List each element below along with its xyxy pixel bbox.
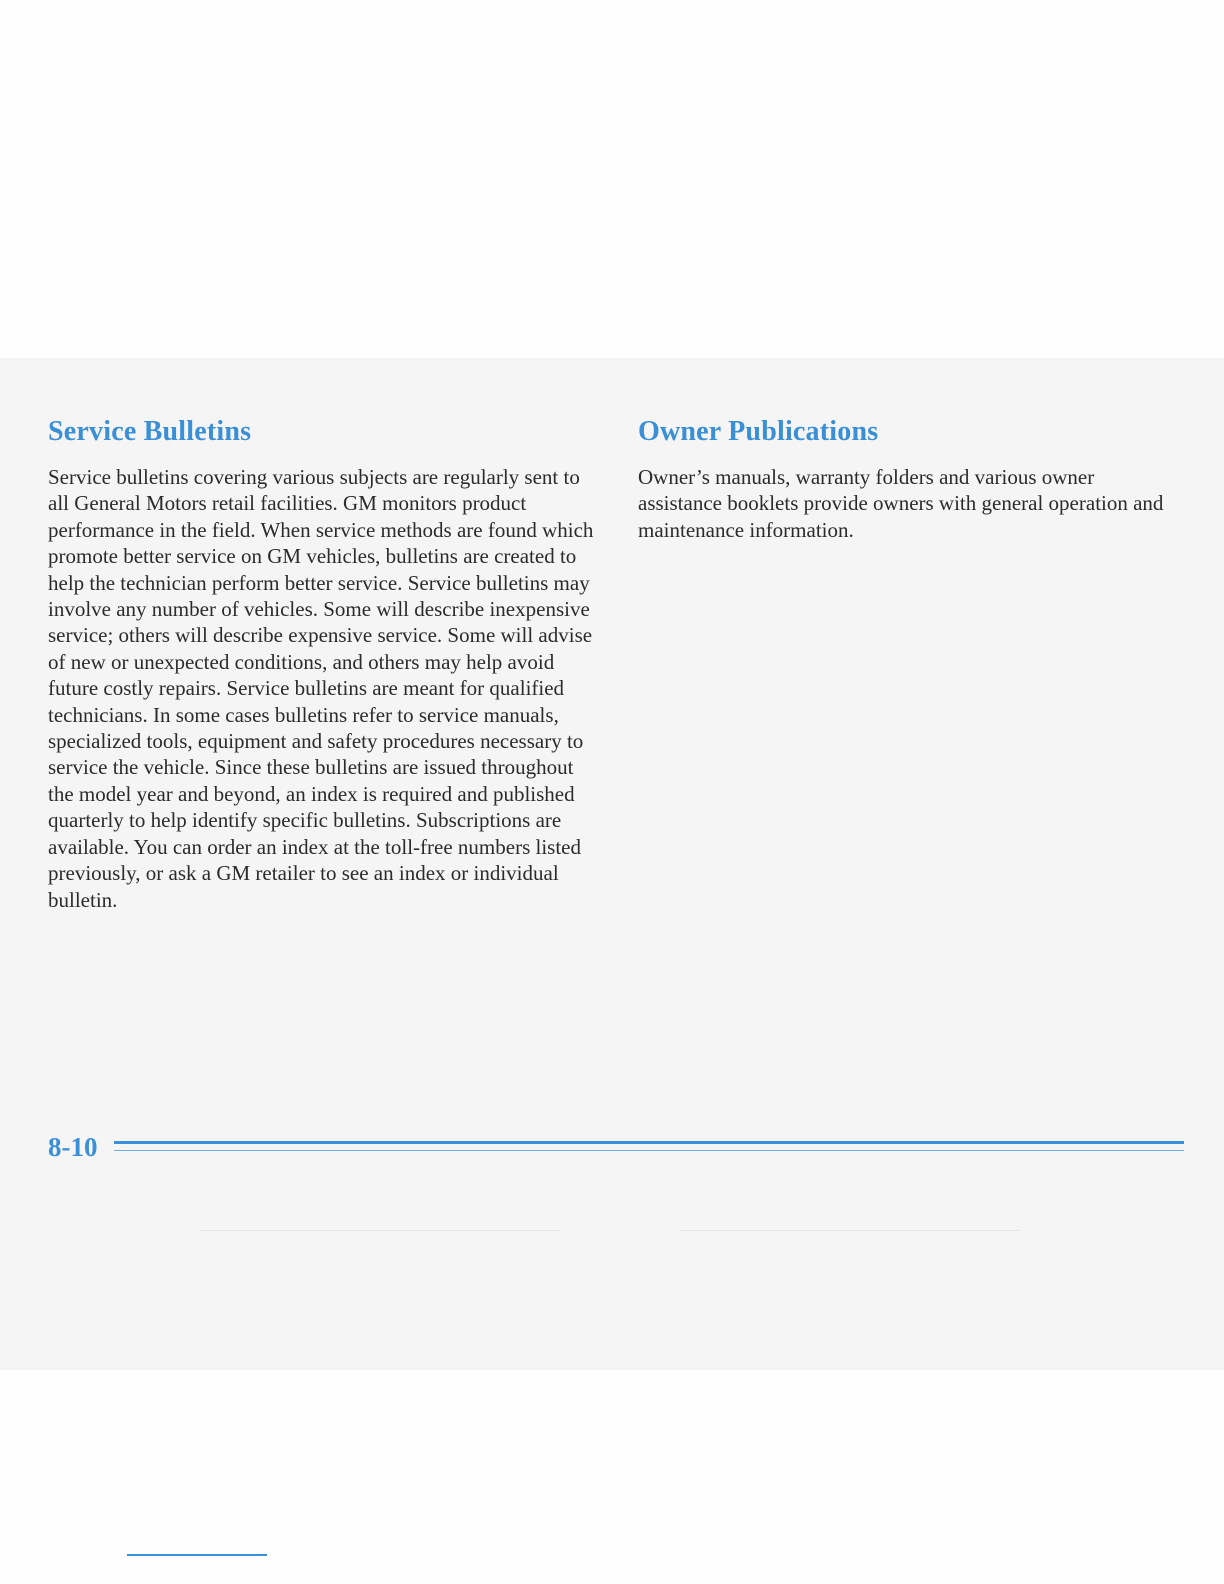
page-footer xyxy=(48,1132,1184,1162)
footer-rule-thick xyxy=(114,1141,1184,1144)
page-number: 8-10 xyxy=(48,1132,98,1162)
service-bulletins-heading: Service Bulletins xyxy=(48,416,252,447)
owner-publications-body: Owner’s manuals, warranty folders and various owner assistance booklets provide owners with general operation and maintenance information. xyxy=(638,465,1164,542)
footer-rule-thin xyxy=(114,1150,1184,1151)
service-bulletins-section xyxy=(48,416,598,913)
owner-publications-heading: Owner Publications xyxy=(638,416,879,447)
faint-divider-right xyxy=(680,1230,1020,1231)
faint-divider-left xyxy=(200,1230,560,1231)
bottom-accent-mark xyxy=(127,1554,267,1556)
footer-rule-lines xyxy=(114,1141,1184,1155)
service-bulletins-body: Service bulletins covering various subjects are regularly sent to all General Motors retail facilities. GM monitors product performance in the field. When service methods are found which promote better service on GM vehicles, bulletins are created to help the technician perform better service. Service bulletins may involve any number of vehicles. Some will describe inexpensive service; others will describe expensive service. Some will advise of new or unexpected conditions, and others may help avoid future costly repairs. Service bulletins are meant for qualified technicians. In some cases bulletins refer to service manuals, specialized tools, equipment and safety procedures necessary to service the vehicle. Since these bulletins are issued throughout the model year and beyond, an index is required and published quarterly to help identify specific bulletins. Subscriptions are available. You can order an index at the toll-free numbers listed previously, or ask a GM retailer to see an index or individual bulletin. xyxy=(48,465,594,912)
content-band xyxy=(0,358,1224,1370)
owner-publications-section xyxy=(638,416,1183,543)
